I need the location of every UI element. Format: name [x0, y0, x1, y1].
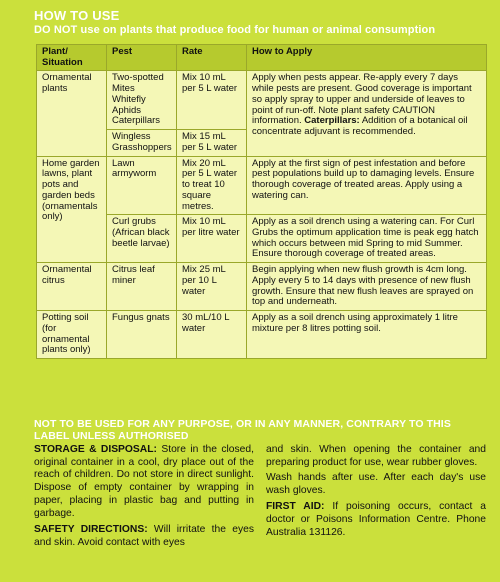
pest-cell: Citrus leaf miner — [107, 263, 177, 311]
col-header-situation: Plant/ Situation — [37, 45, 107, 71]
wash-instructions: Wash hands after use. After each day's use wash gloves. — [266, 472, 486, 497]
situation-cell: Potting soil (for ornamental plants only) — [37, 311, 107, 359]
footer-columns — [34, 444, 486, 553]
directions-table — [36, 44, 487, 359]
rate-cell: 30 mL/10 L water — [177, 311, 247, 359]
safety-continued: and skin. When opening the container and preparing product for use, wear rubber gloves. — [266, 443, 486, 468]
pest-cell: Lawn armyworm — [107, 156, 177, 215]
usage-restriction-warning: NOT TO BE USED FOR ANY PURPOSE, OR IN ANY MANNER, CONTRARY TO THIS LABEL UNLESS AUTHORISED — [34, 418, 451, 443]
table-row — [37, 311, 487, 359]
footer-right-column — [266, 444, 486, 553]
pest-cell: Wingless Grasshoppers — [107, 130, 177, 156]
apply-cell: Begin applying when new flush growth is 4cm long. Apply every 5 to 14 days with presence of new flush growth. Ensure that new flush leaves are sprayed on top and underneath. — [247, 263, 487, 311]
storage-heading: STORAGE & DISPOSAL: — [34, 443, 157, 455]
apply-cell: Apply as a soil drench using a watering can. For Curl Grubs the optimum application time is peak egg hatch which occurs between mid Spring to mid Summer. Ensure thorough coverage of treated areas. — [247, 215, 487, 263]
col-header-rate: Rate — [177, 45, 247, 71]
situation-cell: Ornamental plants — [37, 71, 107, 156]
safety-heading: SAFETY DIRECTIONS: — [34, 523, 148, 535]
first-aid-heading: FIRST AID: — [266, 501, 325, 513]
food-crop-warning: DO NOT use on plants that produce food for human or animal consumption — [34, 24, 436, 36]
rate-cell: Mix 10 mL per 5 L water — [177, 71, 247, 130]
pest-cell: Fungus gnats — [107, 311, 177, 359]
footer-left-column — [34, 444, 254, 553]
table-row — [37, 71, 487, 130]
situation-cell: Home garden lawns, plant pots and garden beds (ornamentals only) — [37, 156, 107, 263]
apply-cell: Apply at the first sign of pest infestation and before pest populations build up to damaging levels. Ensure thorough coverage of treated areas. Apply using a watering can. — [247, 156, 487, 215]
table-row — [37, 263, 487, 311]
rate-cell: Mix 10 mL per litre water — [177, 215, 247, 263]
table-row — [37, 156, 487, 215]
first-aid-text: If poisoning occurs, contact a doctor or Poisons Information Centre. Phone Australia 131126. — [266, 501, 486, 538]
safety-text: Will irritate the eyes and skin. Avoid contact with eyes — [34, 523, 254, 548]
storage-text: Store in the closed, original container in a cool, dry place out of the reach of children. Do not store in direct sunlight. Dispose of empty container by wrapping in paper, placing in plastic bag and putting in garbage. — [34, 443, 254, 520]
rate-cell: Mix 15 mL per 5 L water — [177, 130, 247, 156]
col-header-pest: Pest — [107, 45, 177, 71]
apply-extra-text: Addition of a botanical oil concentrate adjuvant is recommended. — [252, 115, 468, 138]
first-aid-section — [266, 501, 486, 540]
rate-cell: Mix 20 mL per 5 L water to treat 10 square metres. — [177, 156, 247, 215]
safety-section — [34, 524, 254, 550]
col-header-how-to-apply: How to Apply — [247, 45, 487, 71]
storage-section — [34, 444, 254, 521]
rate-cell: Mix 25 mL per 10 L water — [177, 263, 247, 311]
situation-cell: Ornamental citrus — [37, 263, 107, 311]
apply-text: Apply when pests appear. Re-apply every 7 days while pests are present. Good coverage is important so apply spray to upper and underside of leaves to point of run-off. Note plant safety CAUTION information. — [252, 72, 472, 127]
apply-bold-label: Caterpillars: — [304, 115, 360, 127]
apply-cell: Apply as a soil drench using approximately 1 litre mixture per 8 litres potting soil. — [247, 311, 487, 359]
pest-cell: Curl grubs (African black beetle larvae) — [107, 215, 177, 263]
pest-cell: Two-spotted Mites Whitefly Aphids Caterpillars — [107, 71, 177, 130]
label-footer — [34, 418, 486, 553]
table-header-row — [37, 45, 487, 71]
apply-cell — [247, 71, 487, 156]
how-to-use-title: HOW TO USE — [34, 8, 120, 23]
